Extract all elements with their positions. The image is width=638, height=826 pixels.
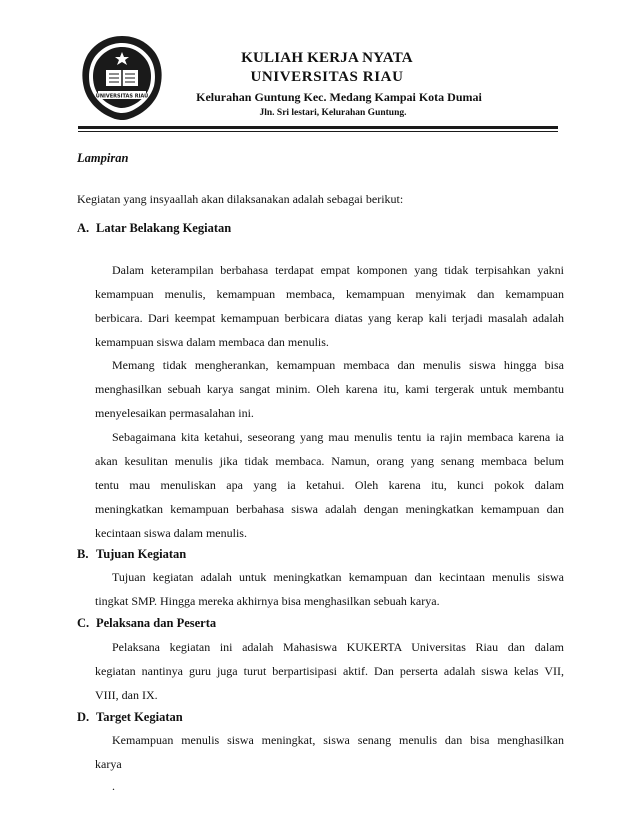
- letterhead-divider-thin: [78, 131, 558, 132]
- paragraph-line: meningkatkan kemampuan berbahasa siswa adalah dengan meningkatkan kemampuan dan: [95, 502, 564, 516]
- paragraph-line: tingkat SMP. Hingga mereka akhirnya bisa menghasilkan sebuah karya.: [95, 594, 440, 608]
- paragraph-line: Memang tidak mengherankan, kemampuan membaca dan menulis siswa hingga bisa: [112, 358, 564, 372]
- section-heading-b: [77, 547, 186, 562]
- paragraph-line: Kemampuan menulis siswa meningkat, siswa senang menulis dan bisa menghasilkan: [112, 733, 564, 747]
- paragraph-line: Tujuan kegiatan adalah untuk meningkatkan kemampuan dan kecintaan menulis siswa: [112, 570, 564, 584]
- paragraph-line: menyelesaikan permasalahan ini.: [95, 406, 254, 420]
- paragraph-line: Pelaksana kegiatan ini adalah Mahasiswa KUKERTA Universitas Riau dan dalam: [112, 640, 564, 654]
- paragraph-line: Dalam keterampilan berbahasa terdapat empat komponen yang tidak terpisahkan yakni: [112, 263, 564, 277]
- section-letter: B.: [77, 547, 89, 561]
- section-title: Tujuan Kegiatan: [96, 547, 187, 561]
- section-letter: C.: [77, 616, 90, 630]
- section-title: Target Kegiatan: [96, 710, 183, 724]
- letterhead-university: UNIVERSITAS RIAU: [250, 69, 404, 85]
- section-heading-d: [77, 710, 183, 725]
- letterhead-title: KULIAH KERJA NYATA: [241, 50, 413, 66]
- section-letter: D.: [77, 710, 90, 724]
- paragraph-line: VIII, dan IX.: [95, 688, 158, 702]
- letterhead-address: Kelurahan Guntung Kec. Medang Kampai Kota Dumai: [196, 90, 482, 104]
- paragraph-line: kecintaan siswa dalam menulis.: [95, 526, 247, 540]
- paragraph-line: berbicara. Dari keempat kemampuan berbicara diatas yang kerap kali terjadi masalah adalah: [95, 311, 564, 325]
- paragraph-line: kemampuan menulis, kemampuan membaca, kemampuan menyimak dan kemampuan: [95, 287, 564, 301]
- paragraph-line: kegiatan nantinya guru juga turut berpartisipasi aktif. Dan perserta adalah siswa kelas VII,: [95, 664, 564, 678]
- letterhead-divider: [78, 126, 558, 129]
- section-letter: A.: [77, 221, 90, 235]
- intro-text: Kegiatan yang insyaallah akan dilaksanakan adalah sebagai berikut:: [77, 192, 404, 206]
- paragraph-line: menghasilkan sebuah karya sangat minim. Oleh karena itu, kami tergerak untuk membantu: [95, 382, 564, 396]
- letterhead-street: Jln. Sri lestari, Kelurahan Guntung.: [259, 108, 407, 118]
- document-label: Lampiran: [77, 151, 129, 165]
- section-heading-c: [77, 616, 216, 631]
- section-title: Latar Belakang Kegiatan: [96, 221, 232, 235]
- paragraph-line: akan kesulitan menulis jika tidak membaca. Namun, orang yang senang membaca belum: [95, 454, 564, 468]
- paragraph-line: kemampuan siswa dalam membaca dan menulis.: [95, 335, 329, 349]
- svg-text:UNIVERSITAS RIAU: UNIVERSITAS RIAU: [95, 93, 149, 100]
- paragraph-line: Sebagaimana kita ketahui, seseorang yang mau menulis tentu ia rajin membaca karena ia: [112, 430, 564, 444]
- paragraph-line: karya: [95, 757, 122, 771]
- section-heading-a: [77, 221, 231, 236]
- paragraph-line: tentu mau menuliskan apa yang ia ketahui. Oleh karena itu, kunci pokok dalam: [95, 478, 564, 492]
- section-title: Pelaksana dan Peserta: [96, 616, 217, 630]
- paragraph-line: .: [112, 779, 115, 793]
